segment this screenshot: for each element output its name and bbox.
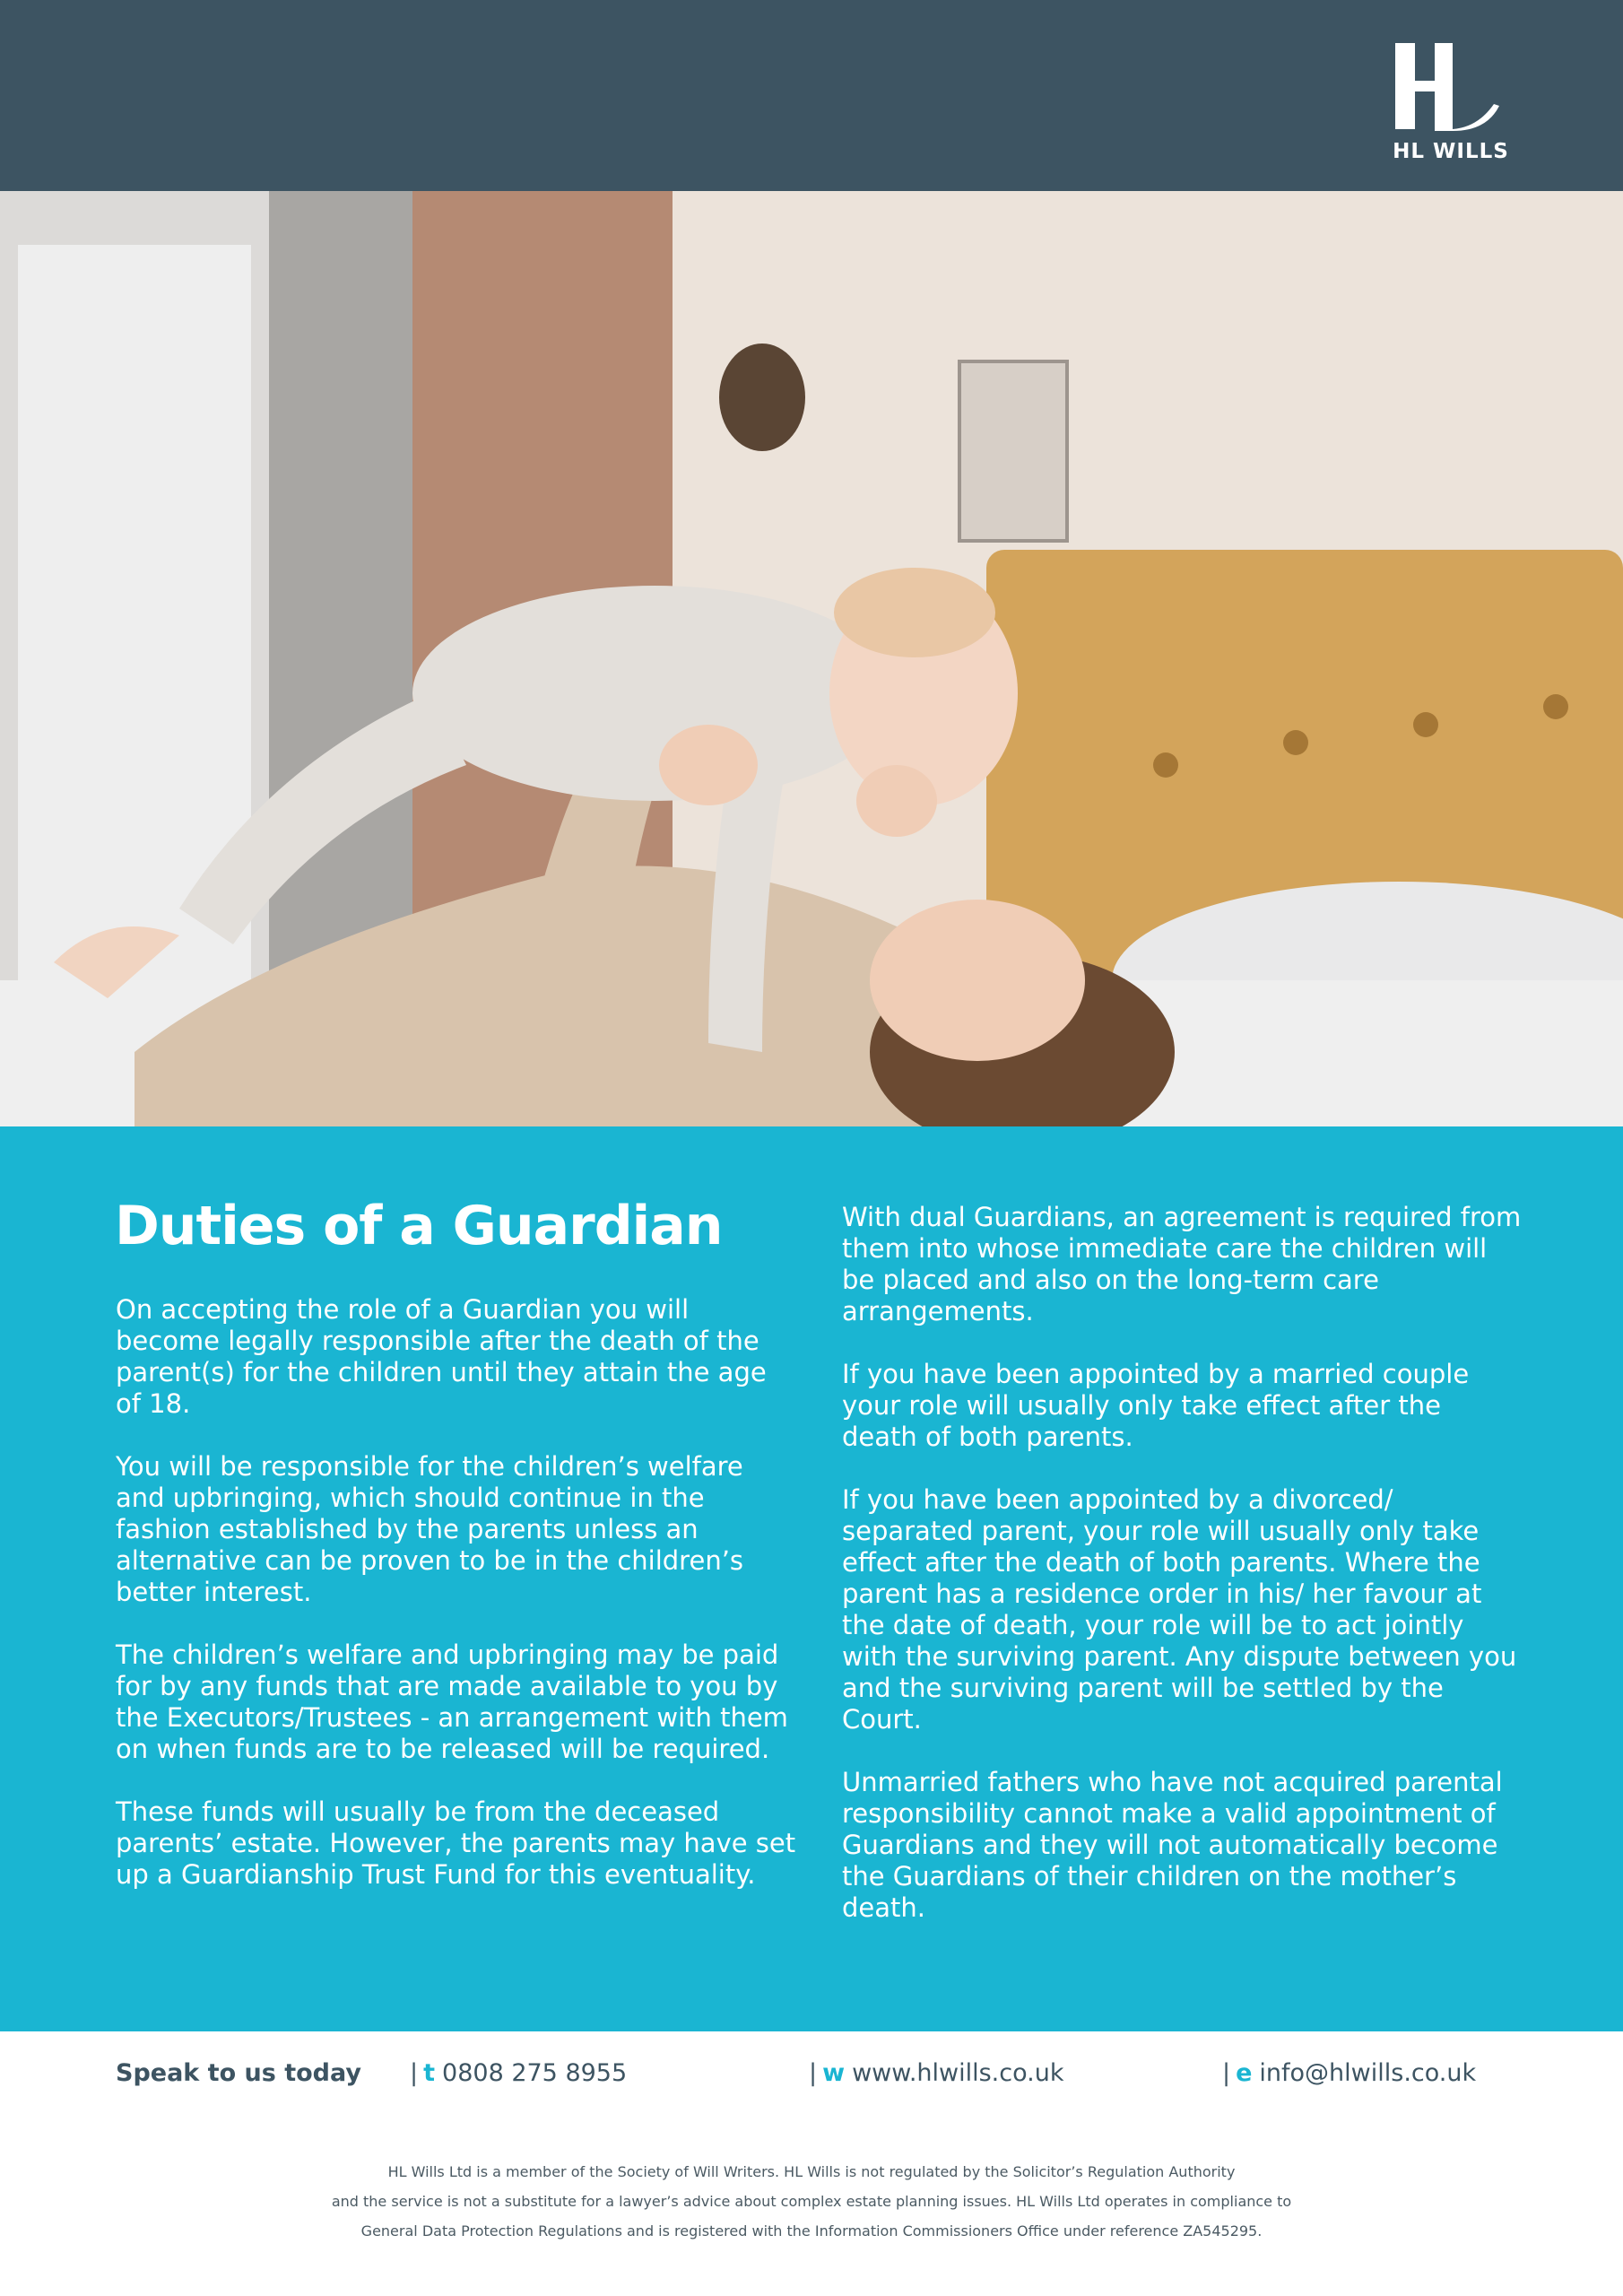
email-contact[interactable] (1222, 2059, 1476, 2095)
disclaimer-line: and the service is not a substitute for a lawyer’s advice about complex estate planning issues. HL Wills Ltd operates in compliance to (331, 2193, 1292, 2210)
left-column (116, 1294, 797, 1922)
website-link[interactable]: www.hlwills.co.uk (852, 2059, 1064, 2087)
speak-to-us-label: Speak to us today (116, 2059, 361, 2087)
separator: | (410, 2059, 419, 2087)
phone-contact[interactable] (410, 2059, 627, 2095)
email-link[interactable]: info@hlwills.co.uk (1259, 2059, 1477, 2087)
hl-monogram-icon (1388, 41, 1514, 136)
logo-wordmark: HL WILLS (1393, 140, 1509, 163)
web-letter-icon: w (822, 2059, 846, 2087)
paragraph: These funds will usually be from the deceased parents’ estate. However, the parents may have set up a Guardianship Trust Fund for this eventuality. (116, 1796, 796, 1890)
email-letter-icon: e (1236, 2059, 1253, 2087)
disclaimer-line: General Data Protection Regulations and is registered with the Information Commissioners Office under reference ZA545295. (360, 2222, 1263, 2239)
right-column (842, 1202, 1523, 1955)
paragraph: You will be responsible for the children’s welfare and upbringing, which should continue in the fashion established by the parents unless an alternative can be proven to be in the children’s better interest. (116, 1451, 744, 1607)
paragraph: The children’s welfare and upbringing may be paid for by any funds that are made available to you by the Executors/Trustees - an arrangement with them on when funds are to be released will be required. (116, 1639, 788, 1764)
legal-disclaimer (179, 2157, 1444, 2246)
page-title: Duties of a Guardian (115, 1195, 723, 1257)
hl-wills-logo[interactable] (1388, 41, 1514, 167)
separator: | (1222, 2059, 1231, 2087)
paragraph: If you have been appointed by a married couple your role will usually only take effect after the death of both parents. (842, 1359, 1470, 1452)
disclaimer-line: HL Wills Ltd is a member of the Society of Will Writers. HL Wills is not regulated by the Solicitor’s Regulation Authority (387, 2163, 1236, 2180)
phone-letter-icon: t (423, 2059, 436, 2087)
separator: | (809, 2059, 818, 2087)
phone-number[interactable]: 0808 275 8955 (442, 2059, 628, 2087)
paragraph: If you have been appointed by a divorced/ separated parent, your role will usually only take effect after the death of both parents. Where the parent has a residence order in his/ her favour at the date of death, your role will be to act jointly with the surviving parent. Any dispute between you and the surviving parent will be settled by the Court. (842, 1484, 1517, 1735)
paragraph: Unmarried fathers who have not acquired parental responsibility cannot make a valid appointment of Guardians and they will not automatically become the Guardians of their children on the mother’s death. (842, 1767, 1503, 1923)
content-panel (0, 1126, 1623, 2031)
header-bar (0, 0, 1623, 191)
paragraph: With dual Guardians, an agreement is required from them into whose immediate care the children will be placed and also on the long-term care arrangements. (842, 1202, 1522, 1326)
website-contact[interactable] (809, 2059, 1063, 2095)
mother-lifting-baby-photo (0, 191, 1623, 1126)
paragraph: On accepting the role of a Guardian you will become legally responsible after the death of the parent(s) for the children until they attain the age of 18. (116, 1294, 767, 1419)
